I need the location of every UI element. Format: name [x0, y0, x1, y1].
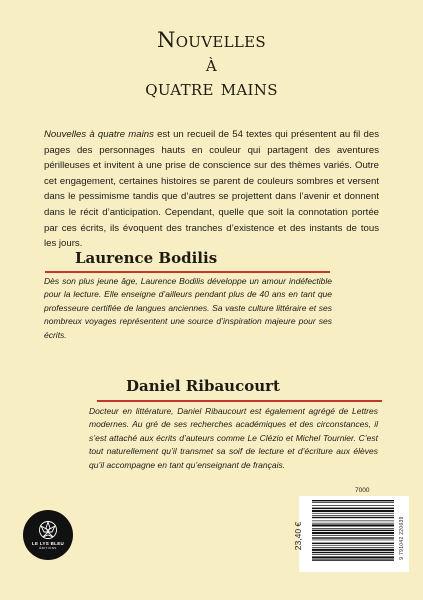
- author-bio-2: Docteur en littérature, Daniel Ribaucourt est également agrégé de Lettres modernes. Au gré de ses recherches académiques et des circonstances, il s’est attaché aux écrits d’auteurs comme Le Clézio et Michel Tournier. C’est tout naturellement qu’il transmet sa soif de lecture et d’écriture aux élèves qu’il accompagne en tant qu’enseignant de français.: [89, 406, 378, 470]
- title-line-3: quatre mains: [145, 76, 278, 100]
- product-code: 7000: [355, 487, 370, 494]
- author-name-1: Laurence Bodilis: [75, 249, 218, 267]
- title-line-1: Nouvelles: [157, 28, 266, 52]
- title-line-2: à: [205, 52, 218, 76]
- summary-book-title: Nouvelles à quatre mains: [44, 129, 154, 140]
- lily-icon: [38, 520, 58, 540]
- author-bio-1: Dès son plus jeune âge, Laurence Bodilis développe un amour indéfectible pour la lecture. Elle enseigne d’ailleurs pendant plus de 40 ans en tant que professeure certifiée de langues anciennes. Sa vaste culture littéraire et ses nombreux voyages représentent une source d’inspiration majeure pour ses écrits.: [44, 276, 332, 340]
- isbn-number: 9 791042 220639: [399, 516, 405, 560]
- publisher-logo: [23, 510, 73, 560]
- book-summary: [44, 127, 379, 252]
- publisher-name: LE LYS BLEU: [31, 541, 65, 546]
- summary-text: est un recueil de 54 textes qui présentent au fil des pages des personnages hauts en couleur qui partagent des aventures périlleuses et invitent à une prise de conscience sur des thèmes variés. Outre cet engagement, certaines histoires se parent de couleurs sombres et versent dans le pessimisme tandis que d’autres se projettent dans l’avenir et donnent dans le récit d’anticipation. Cependant, quelle que soit la connotation portée par ces écrits, ils évoquent des tranches d’existence et des instants de tous les jours.: [44, 129, 379, 250]
- author-name-2: Daniel Ribaucourt: [126, 377, 280, 395]
- author-2-underline: [97, 400, 382, 402]
- author-1-underline: [45, 271, 330, 273]
- price-label: 23,40 €: [293, 521, 303, 551]
- book-title: [0, 28, 423, 100]
- publisher-subtitle: ÉDITIONS: [39, 546, 57, 550]
- barcode: [312, 500, 394, 570]
